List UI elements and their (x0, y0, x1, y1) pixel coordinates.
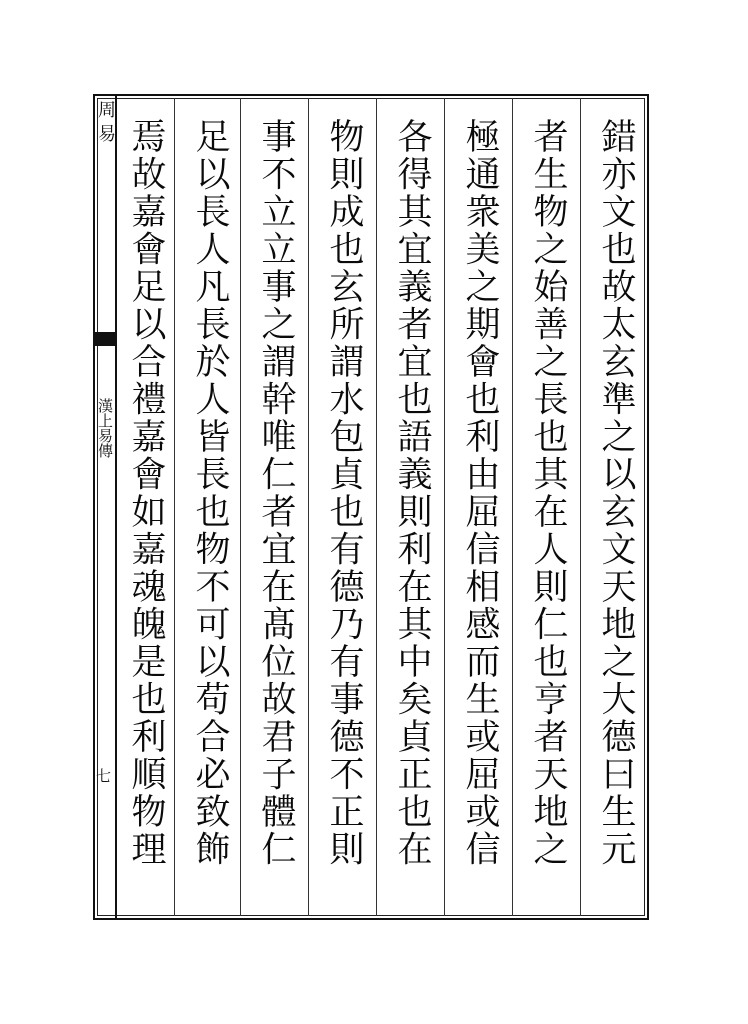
text-column-8: 焉故嘉會足以合禮嘉會如嘉魂魄是也利順物理 (126, 118, 166, 868)
fishtail-mark (93, 332, 117, 346)
column-rule (308, 98, 309, 916)
column-rule (240, 98, 241, 916)
text-column-1: 錯亦文也故太玄準之以玄文天地之大德曰生元 (596, 118, 636, 868)
gutter-volume-title: 漢上易傳 (96, 398, 114, 458)
text-column-3: 極通衆美之期會也利由屈信相感而生或屈或信 (460, 118, 500, 868)
text-column-4: 各得其宜義者宜也語義則利在其中矣貞正也在 (392, 118, 432, 868)
text-column-2: 者生物之始善之長也其在人則仁也亨者天地之 (528, 118, 568, 868)
column-rule (376, 98, 377, 916)
column-rule (580, 98, 581, 916)
gutter-page-number: 七 (94, 768, 112, 783)
gutter-strip (93, 94, 117, 920)
column-rule (512, 98, 513, 916)
text-column-7: 足以長人凡長於人皆長也物不可以苟合必致飾 (190, 118, 230, 868)
text-column-5: 物則成也玄所謂水包貞也有德乃有事德不正則 (324, 118, 364, 868)
text-column-6: 事不立立事之謂幹唯仁者宜在髙位故君子體仁 (256, 118, 296, 868)
column-rule (174, 98, 175, 916)
column-rule (444, 98, 445, 916)
gutter-book-title: 周易 (95, 100, 116, 148)
